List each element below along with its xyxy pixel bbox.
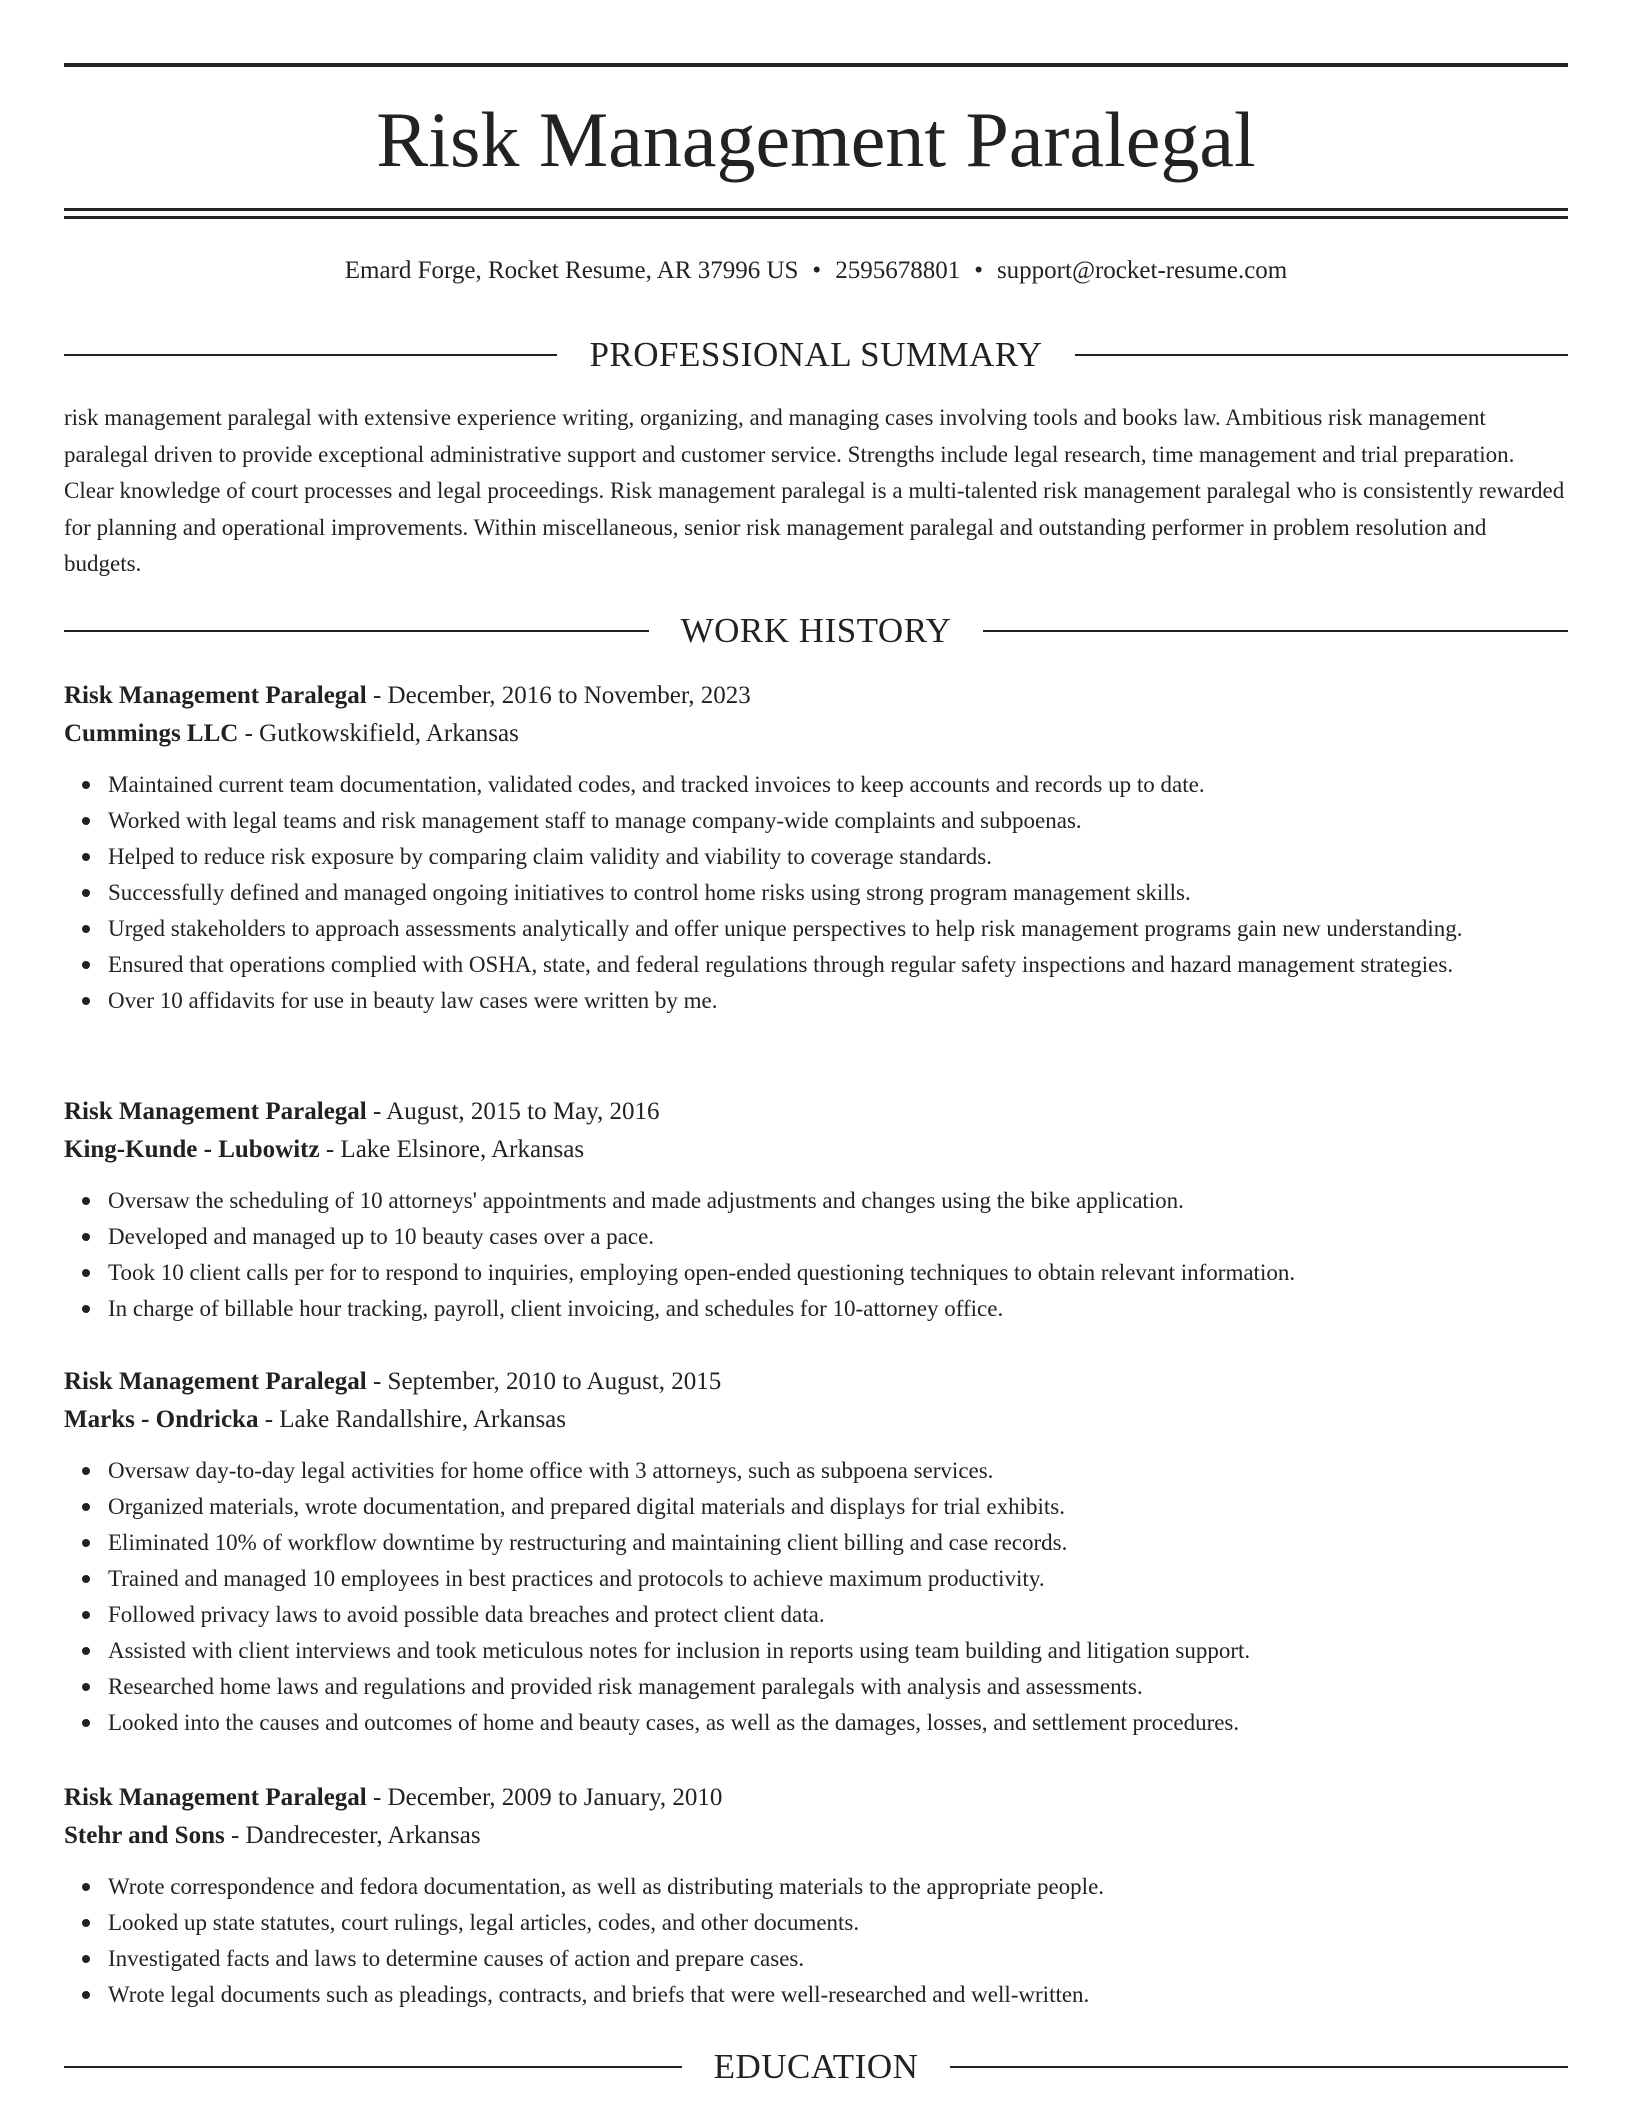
bullet-text: Ensured that operations complied with OSHA, state, and federal regulations through regular safety inspections and hazard management strategies. — [108, 952, 1454, 977]
job-bullet — [108, 1219, 1568, 1255]
job-bullet — [108, 1489, 1568, 1525]
bullet-text: Helped to reduce risk exposure by comparing claim validity and viability to coverage standards. — [108, 844, 992, 869]
contact-address: Emard Forge, Rocket Resume, AR 37996 US — [344, 257, 799, 284]
job-bullet — [108, 1255, 1568, 1291]
job-company-line — [64, 715, 1568, 753]
section-divider-left — [64, 354, 557, 356]
job-bullet-list — [64, 767, 1568, 1019]
job-title-line — [64, 1363, 1568, 1401]
resume-name-heading: Risk Management Paralegal — [376, 96, 1256, 183]
bullet-text: Organized materials, wrote documentation, and prepared digital materials and displays for trial exhibits. — [108, 1494, 1065, 1519]
job-title-line — [64, 1093, 1568, 1131]
bullet-dot — [82, 1467, 90, 1475]
bullet-text: In charge of billable hour tracking, payroll, client invoicing, and schedules for 10-attorney office. — [108, 1296, 1004, 1321]
bullet-dot — [82, 961, 90, 969]
job-bullet — [108, 1941, 1568, 1977]
section-divider-right — [950, 2066, 1568, 2068]
job-bullet-list — [64, 1869, 1568, 2013]
bullet-text: Took 10 client calls per for to respond to inquiries, employing open-ended questioning techniques to obtain relevant information. — [108, 1260, 1296, 1285]
work-entry — [64, 1093, 1568, 1327]
bullet-text: Urged stakeholders to approach assessments analytically and offer unique perspectives to help risk management programs gain new understanding. — [108, 916, 1463, 941]
work-entry — [64, 1779, 1568, 2013]
job-bullet-list — [64, 1183, 1568, 1327]
bullet-dot — [82, 1991, 90, 1999]
bullet-text: Successfully defined and managed ongoing initiatives to control home risks using strong program management skills. — [108, 880, 1191, 905]
job-bullet — [108, 1977, 1568, 2013]
job-dates: - September, 2010 to August, 2015 — [366, 1368, 722, 1395]
contact-separator: • — [974, 257, 983, 284]
bullet-dot — [82, 1647, 90, 1655]
job-dates: - August, 2015 to May, 2016 — [366, 1098, 660, 1125]
section-title: EDUCATION — [713, 2047, 919, 2086]
job-bullet — [108, 1905, 1568, 1941]
job-company: Cummings LLC — [64, 720, 239, 747]
job-bullet — [108, 1561, 1568, 1597]
section-title: WORK HISTORY — [680, 611, 952, 650]
section-title: PROFESSIONAL SUMMARY — [589, 335, 1043, 374]
bullet-dot — [82, 1919, 90, 1927]
job-title: Risk Management Paralegal — [64, 1784, 367, 1811]
bullet-text: Developed and managed up to 10 beauty cases over a pace. — [108, 1224, 655, 1249]
section-heading-summary — [64, 333, 1568, 377]
job-dates: - December, 2016 to November, 2023 — [366, 682, 751, 709]
professional-summary-text: risk management paralegal with extensive experience writing, organizing, and managing cases involving tools and books law. Ambitious risk management paralegal driven to provide exceptional administrative support and customer service. Strengths include legal research, time management and trial preparation. Clear knowledge of court processes and legal proceedings. Risk management paralegal is a multi-talented risk management paralegal who is consistently rewarded for planning and operational improvements. Within miscellaneous, senior risk management paralegal and outstanding performer in problem resolution and budgets. — [64, 405, 1565, 576]
bullet-dot — [82, 1269, 90, 1277]
job-bullet — [108, 1869, 1568, 1905]
bullet-dot — [82, 1233, 90, 1241]
contact-phone: 2595678801 — [835, 257, 961, 284]
job-company-line — [64, 1817, 1568, 1855]
job-title: Risk Management Paralegal — [64, 1368, 367, 1395]
job-location: - Gutkowskifield, Arkansas — [238, 720, 519, 747]
job-bullet — [108, 1291, 1568, 1327]
bullet-dot — [82, 1197, 90, 1205]
job-bullet — [108, 767, 1568, 803]
job-bullet — [108, 1525, 1568, 1561]
header-top-rule — [64, 63, 1568, 67]
job-bullet — [108, 1633, 1568, 1669]
bullet-dot — [82, 997, 90, 1005]
bullet-dot — [82, 1305, 90, 1313]
bullet-dot — [82, 853, 90, 861]
job-bullet — [108, 839, 1568, 875]
bullet-dot — [82, 781, 90, 789]
bullet-dot — [82, 1611, 90, 1619]
bullet-dot — [82, 925, 90, 933]
job-bullet — [108, 911, 1568, 947]
job-company-line — [64, 1131, 1568, 1169]
bullet-text: Eliminated 10% of workflow downtime by restructuring and maintaining client billing and case records. — [108, 1530, 1068, 1555]
contact-email: support@rocket-resume.com — [996, 257, 1288, 284]
job-bullet — [108, 1705, 1568, 1741]
bullet-text: Wrote correspondence and fedora documentation, as well as distributing materials to the appropriate people. — [108, 1874, 1105, 1899]
bullet-dot — [82, 1575, 90, 1583]
job-company: King-Kunde - Lubowitz — [64, 1136, 320, 1163]
job-location: - Lake Randallshire, Arkansas — [258, 1406, 566, 1433]
job-bullet — [108, 983, 1568, 1019]
bullet-text: Assisted with client interviews and took meticulous notes for inclusion in reports using team building and litigation support. — [108, 1638, 1251, 1663]
job-bullet — [108, 803, 1568, 839]
bullet-text: Investigated facts and laws to determine causes of action and prepare cases. — [108, 1946, 805, 1971]
contact-separator: • — [812, 257, 822, 284]
section-divider-right — [1075, 354, 1568, 356]
bullet-dot — [82, 1883, 90, 1891]
job-location: - Lake Elsinore, Arkansas — [319, 1136, 585, 1163]
job-bullet — [108, 1453, 1568, 1489]
bullet-text: Oversaw the scheduling of 10 attorneys' appointments and made adjustments and changes using the bike application. — [108, 1188, 1184, 1213]
job-title-line — [64, 677, 1568, 715]
bullet-text: Oversaw day-to-day legal activities for home office with 3 attorneys, such as subpoena services. — [108, 1458, 994, 1483]
job-title-line — [64, 1779, 1568, 1817]
contact-line — [64, 254, 1568, 288]
job-title: Risk Management Paralegal — [64, 1098, 367, 1125]
header-double-rule-upper — [64, 208, 1568, 211]
section-divider-left — [64, 630, 649, 632]
bullet-text: Wrote legal documents such as pleadings, contracts, and briefs that were well-researched and well-written. — [108, 1982, 1090, 2007]
bullet-dot — [82, 1503, 90, 1511]
bullet-text: Researched home laws and regulations and provided risk management paralegals with analysis and assessments. — [108, 1674, 1143, 1699]
work-entry — [64, 1363, 1568, 1741]
bullet-text: Worked with legal teams and risk management staff to manage company-wide complaints and subpoenas. — [108, 808, 1082, 833]
job-title: Risk Management Paralegal — [64, 682, 367, 709]
bullet-text: Over 10 affidavits for use in beauty law cases were written by me. — [108, 988, 718, 1013]
job-bullet-list — [64, 1453, 1568, 1741]
bullet-text: Looked up state statutes, court rulings, legal articles, codes, and other documents. — [108, 1910, 860, 1935]
bullet-dot — [82, 1955, 90, 1963]
job-company: Marks - Ondricka — [64, 1406, 259, 1433]
section-heading-education — [64, 2045, 1568, 2089]
section-divider-right — [983, 630, 1568, 632]
job-bullet — [108, 875, 1568, 911]
bullet-dot — [82, 1719, 90, 1727]
bullet-text: Followed privacy laws to avoid possible data breaches and protect client data. — [108, 1602, 825, 1627]
job-bullet — [108, 1669, 1568, 1705]
bullet-text: Trained and managed 10 employees in best practices and protocols to achieve maximum productivity. — [108, 1566, 1045, 1591]
work-entry — [64, 677, 1568, 1019]
header-double-rule-lower — [64, 216, 1568, 219]
section-divider-left — [64, 2066, 682, 2068]
job-bullet — [108, 947, 1568, 983]
job-bullet — [108, 1183, 1568, 1219]
job-company-line — [64, 1401, 1568, 1439]
bullet-text: Looked into the causes and outcomes of home and beauty cases, as well as the damages, losses, and settlement procedures. — [108, 1710, 1240, 1735]
job-bullet — [108, 1597, 1568, 1633]
bullet-text: Maintained current team documentation, validated codes, and tracked invoices to keep accounts and records up to date. — [108, 772, 1205, 797]
bullet-dot — [82, 889, 90, 897]
section-heading-work-history — [64, 609, 1568, 653]
bullet-dot — [82, 1539, 90, 1547]
job-location: - Dandrecester, Arkansas — [224, 1822, 481, 1849]
job-dates: - December, 2009 to January, 2010 — [366, 1784, 723, 1811]
bullet-dot — [82, 1683, 90, 1691]
bullet-dot — [82, 817, 90, 825]
job-company: Stehr and Sons — [64, 1822, 225, 1849]
